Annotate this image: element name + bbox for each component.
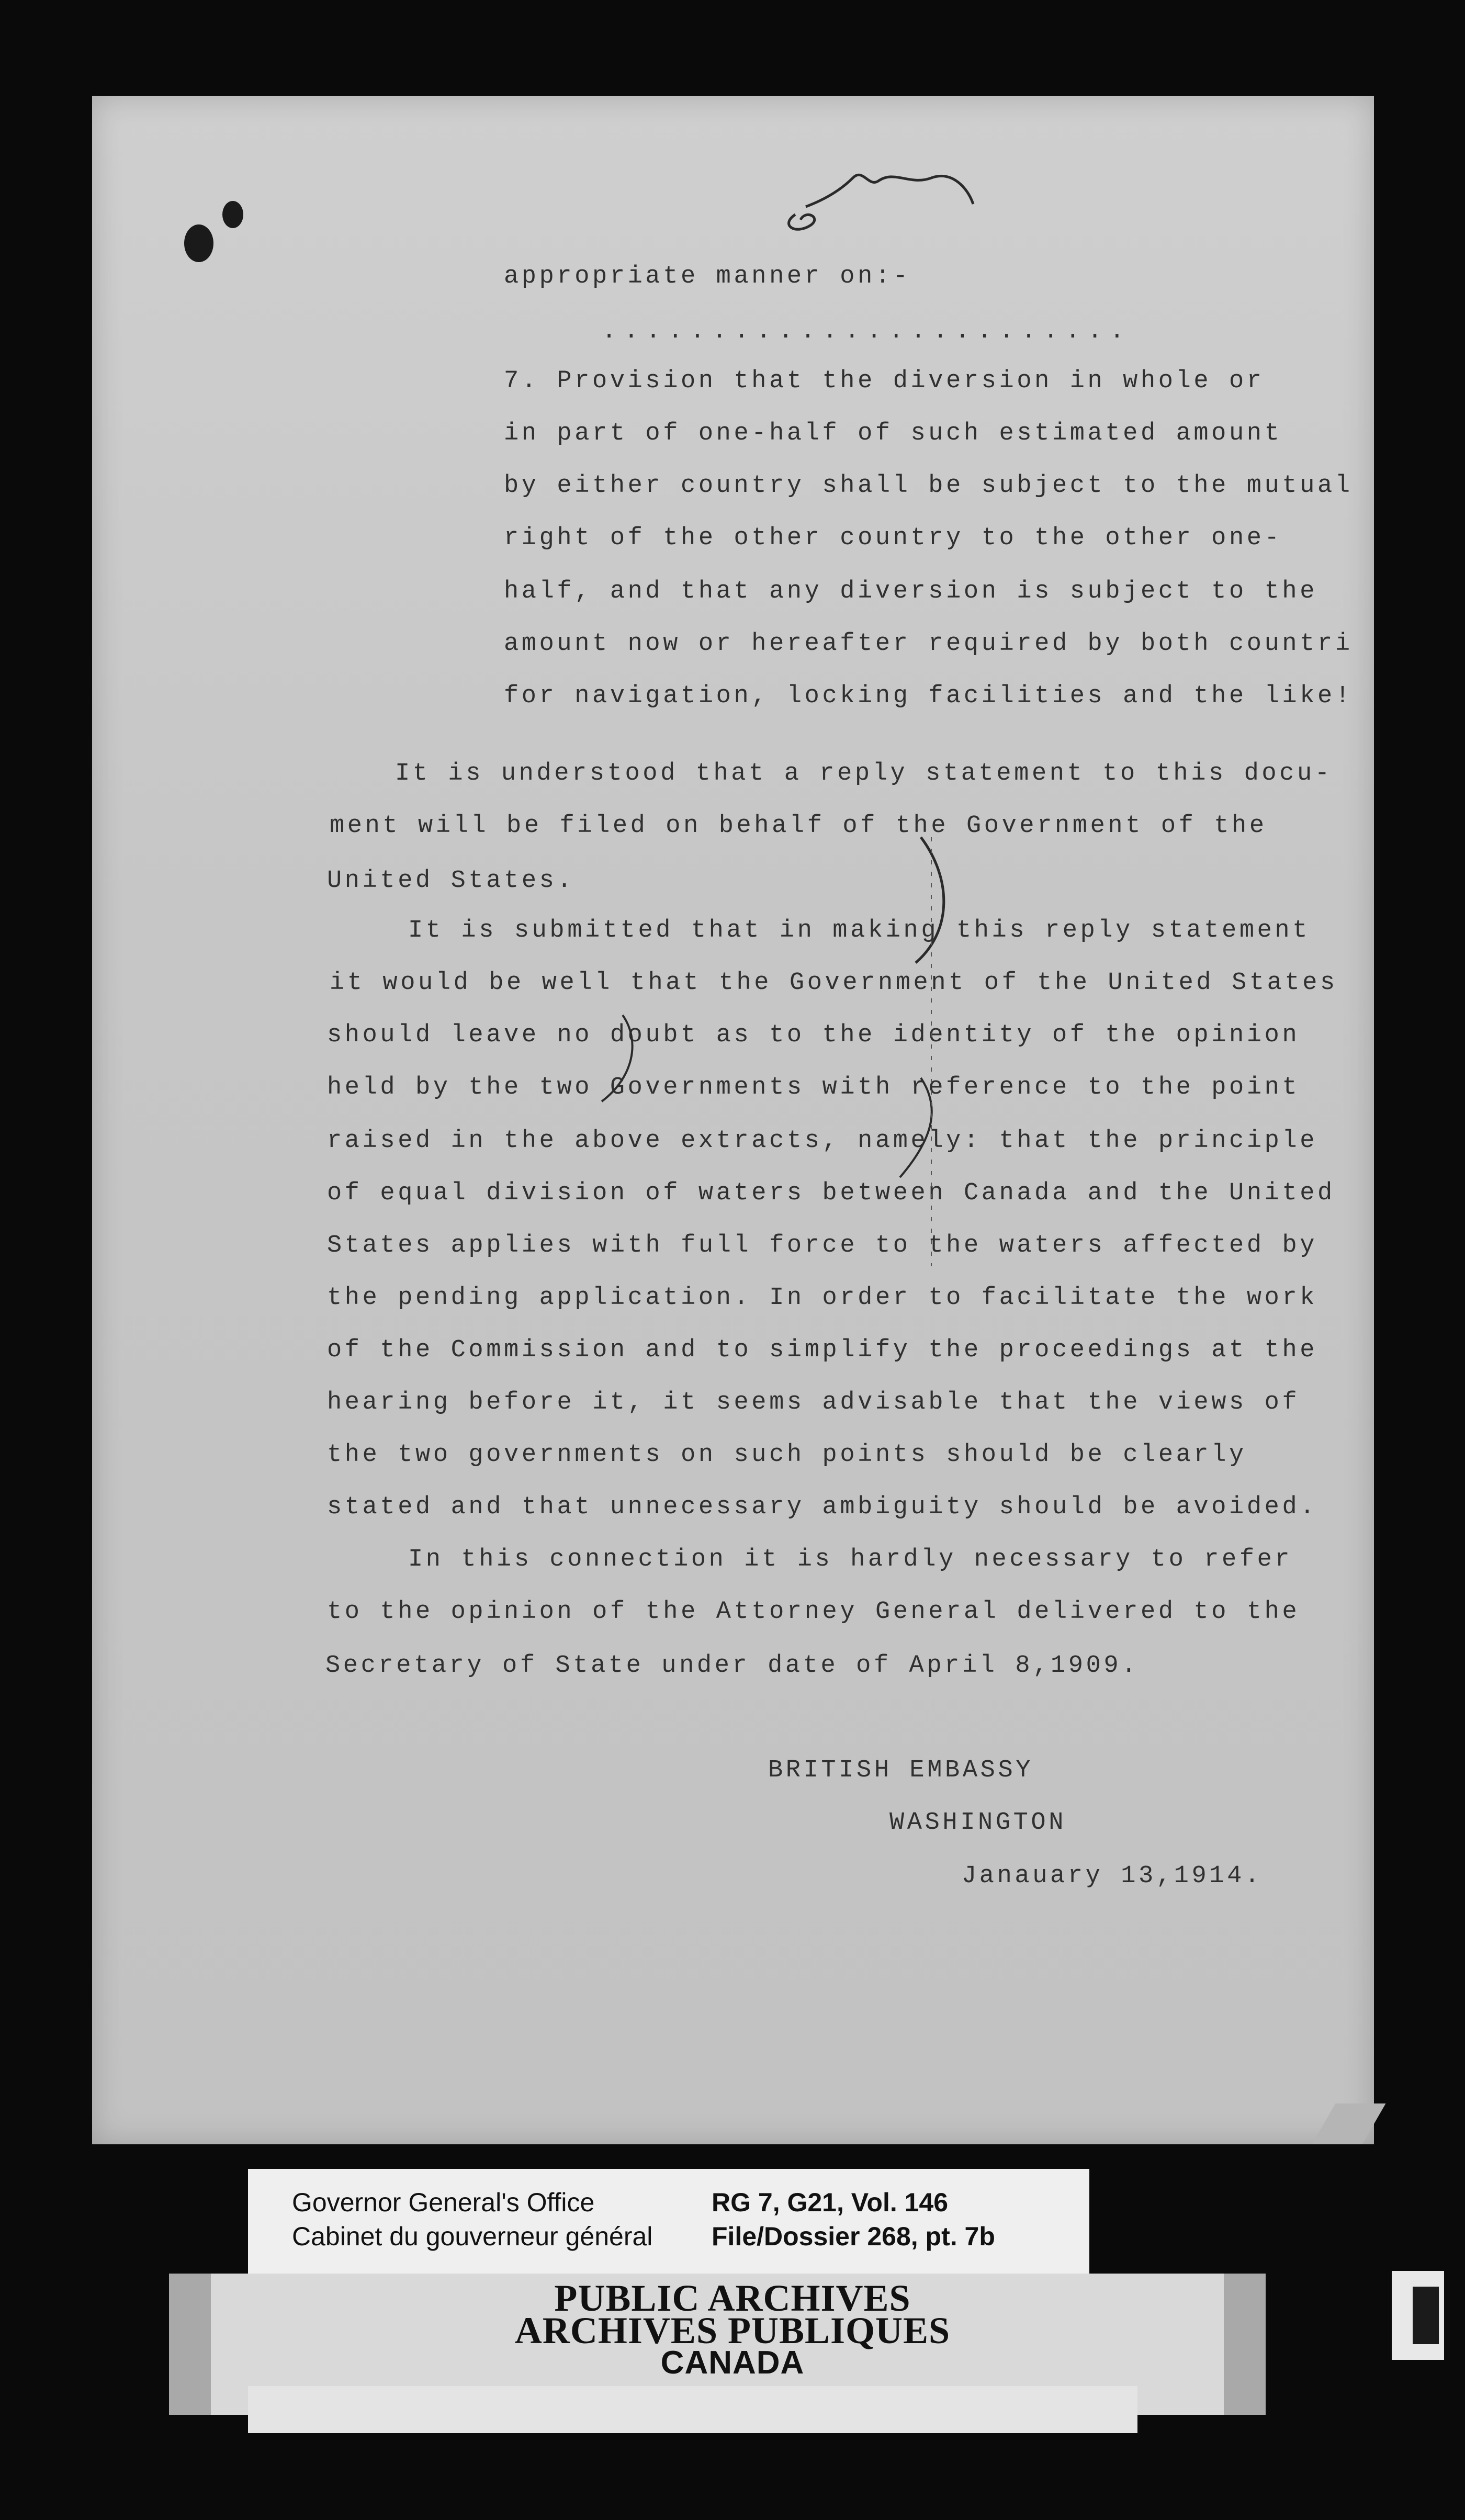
- file-number: File/Dossier 268, pt. 7b: [712, 2222, 995, 2251]
- archives-stamp-line3: CANADA: [660, 2345, 805, 2381]
- paragraph-line: to the opinion of the Attorney General delivered to the: [327, 1598, 1300, 1626]
- paragraph-line: It is submitted that in making this reply statement: [408, 917, 1311, 944]
- paragraph-line: Secretary of State under date of April 8,1909.: [325, 1652, 1140, 1680]
- office-english: Governor General's Office: [292, 2188, 595, 2217]
- clause-line: amount now or hereafter required by both countri: [504, 630, 1353, 658]
- paragraph-line: hearing before it, it seems advisable that the views of: [327, 1389, 1300, 1416]
- paragraph-line: of equal division of waters between Canada and the United: [327, 1179, 1335, 1207]
- heading-line: appropriate manner on:-: [504, 263, 911, 290]
- clause-line: by either country shall be subject to the mutual: [504, 472, 1353, 500]
- paragraph-line: raised in the above extracts, namely: that the principle: [327, 1127, 1318, 1155]
- paragraph-line: ment will be filed on behalf of the Government of the: [330, 812, 1267, 840]
- archives-stamp-line2: ARCHIVES PUBLIQUES: [514, 2310, 951, 2352]
- archives-stamp-line1: PUBLIC ARCHIVES: [554, 2277, 911, 2319]
- handwritten-annotation: [555, 816, 1026, 1287]
- clause-line: right of the other country to the other one-: [504, 524, 1282, 552]
- handwritten-squiggle: [774, 157, 994, 246]
- signature-city: WASHINGTON: [889, 1809, 1067, 1837]
- clause-line: in part of one-half of such estimated amount: [504, 420, 1282, 447]
- record-group: RG 7, G21, Vol. 146: [712, 2188, 949, 2217]
- signature-date: Janauary 13,1914.: [962, 1862, 1263, 1890]
- signature-embassy: BRITISH EMBASSY: [768, 1757, 1034, 1784]
- paragraph-line: of the Commission and to simplify the proceedings at the: [327, 1336, 1318, 1364]
- paragraph-line: stated and that unnecessary ambiguity should be avoided.: [327, 1493, 1318, 1521]
- film-edge-mark-dark: [1413, 2287, 1439, 2344]
- paragraph-line: In this connection it is hardly necessary to refer: [408, 1546, 1293, 1573]
- paragraph-line: United States.: [327, 867, 575, 895]
- clause-line: for navigation, locking facilities and the like!: [504, 682, 1353, 710]
- paragraph-line: the two governments on such points should be clearly: [327, 1441, 1247, 1469]
- archive-stand-base: [248, 2386, 1137, 2433]
- punch-hole-mark: [178, 196, 256, 269]
- office-french: Cabinet du gouverneur général: [292, 2222, 653, 2251]
- paragraph-line: it would be well that the Government of the United States: [330, 969, 1338, 997]
- clause-line: half, and that any diversion is subject to the: [504, 578, 1318, 605]
- paragraph-line: States applies with full force to the waters affected by: [327, 1232, 1318, 1259]
- dotted-separator: ........................: [602, 318, 1132, 345]
- clause-line: 7. Provision that the diversion in whole or: [504, 367, 1265, 395]
- paragraph-line: the pending application. In order to facilitate the work: [327, 1284, 1318, 1312]
- paragraph-line: should leave no doubt as to the identity of the opinion: [327, 1021, 1300, 1049]
- paragraph-line: It is understood that a reply statement to this docu-: [395, 760, 1333, 788]
- paragraph-line: held by the two Governments with reference to the point: [327, 1074, 1300, 1101]
